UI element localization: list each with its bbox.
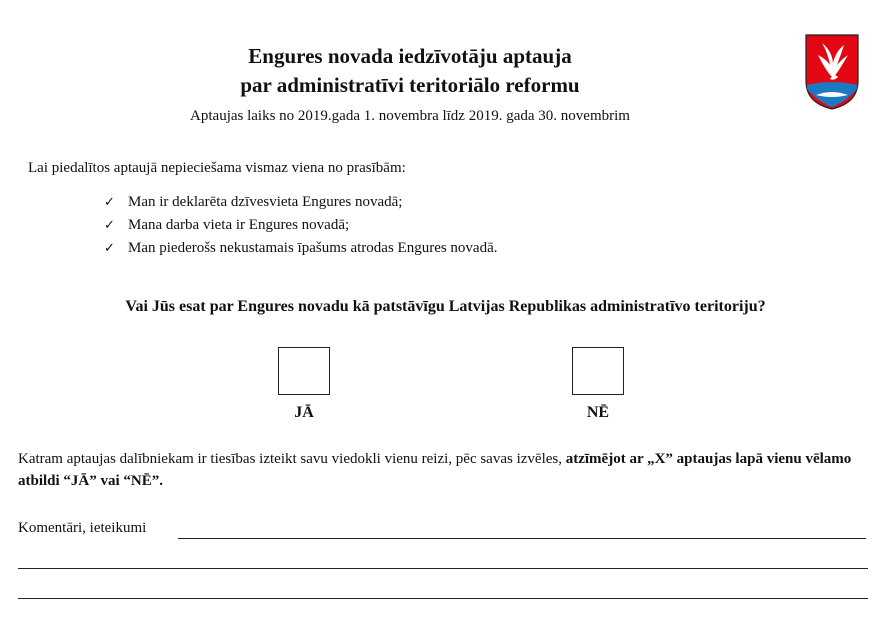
comments-label: Komentāri, ieteikumi (18, 520, 147, 536)
engure-coat-of-arms-icon (804, 33, 860, 111)
checkmark-icon: ✓ (104, 218, 115, 233)
checkmark-icon: ✓ (104, 195, 115, 210)
requirement-item: ✓ Man ir deklarēta dzīvesvieta Engures novadā; (104, 191, 498, 214)
survey-period: Aptaujas laiks no 2019.gada 1. novembra līdz 2019. gada 30. novembrim (190, 108, 630, 124)
survey-question: Vai Jūs esat par Engures novadu kā patstāvīgu Latvijas Republikas administratīvo teritoriju? (125, 298, 766, 315)
yes-checkbox[interactable] (278, 347, 330, 395)
checkmark-icon: ✓ (104, 241, 115, 256)
voting-instructions: Katram aptaujas dalībniekam ir tiesības izteikt savu viedokli vienu reizi, pēc savas izvēles, atzīmējot ar „X” aptaujas lapā vienu vēlamo atbildi “JĀ” vai “NĒ”. (18, 451, 852, 489)
no-checkbox[interactable] (572, 347, 624, 395)
comments-line-3[interactable] (18, 598, 868, 599)
requirements-list (104, 191, 498, 260)
requirement-item: ✓ Mana darba vieta ir Engures novadā; (104, 214, 498, 237)
voting-instructions-bold: atzīmējot ar „X” aptaujas lapā vienu vēlamo atbildi “JĀ” vai “NĒ”. (18, 451, 852, 489)
comments-line-1[interactable] (178, 538, 866, 539)
requirements-intro: Lai piedalītos aptaujā nepieciešama vismaz viena no prasībām: (28, 160, 406, 176)
yes-label: JĀ (294, 404, 314, 421)
comments-line-2[interactable] (18, 568, 868, 569)
no-label: NĒ (586, 404, 610, 421)
survey-title-line2: par administratīvi teritoriālo reformu (240, 73, 580, 97)
requirement-item: ✓ Man piederošs nekustamais īpašums atrodas Engures novadā. (104, 237, 498, 260)
survey-title-line1: Engures novada iedzīvotāju aptauja (248, 44, 572, 68)
